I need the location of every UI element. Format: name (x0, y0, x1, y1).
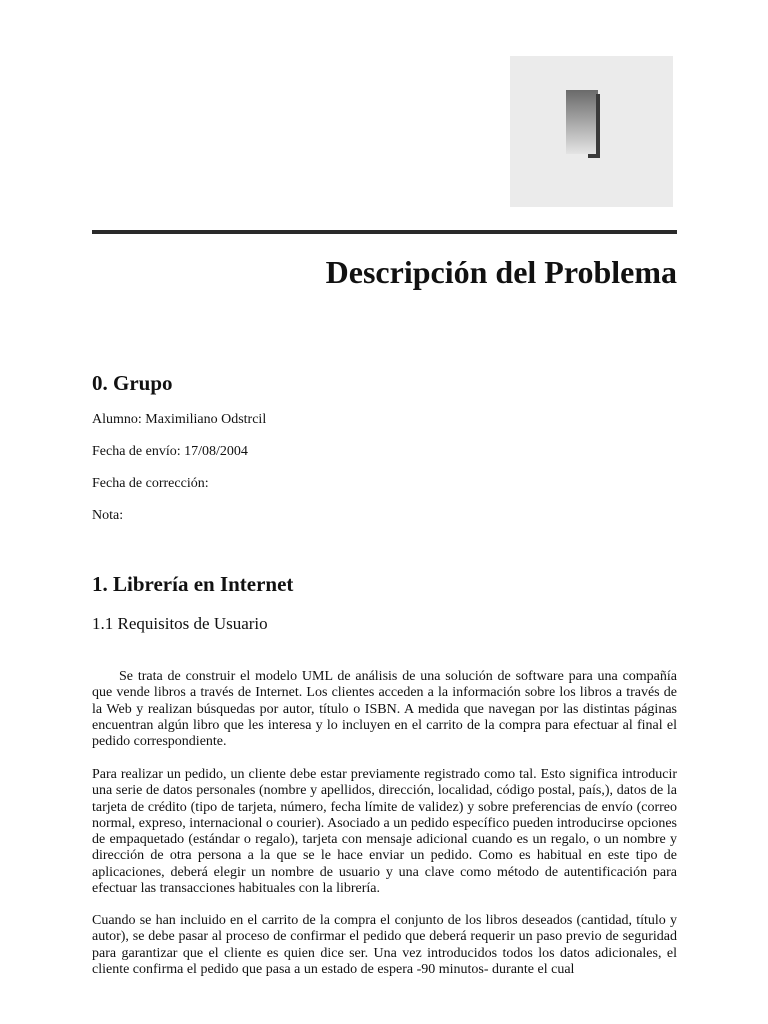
chapter-rule (92, 230, 677, 234)
paragraph: Se trata de construir el modelo UML de análisis de una solución de software para una compañía que vende libros a través de Internet. Los clientes acceden a la información sobre los libros a través de la Web y realizan búsquedas por autor, título o ISBN. A medida que navegan por las distintas páginas encuentran algún libro que les interesa y lo incluyen en el carrito de la compra para efectuar al final el pedido correspondiente. (92, 669, 677, 750)
section-heading: 1. Librería en Internet (92, 572, 294, 596)
subsection-heading: 1.1 Requisitos de Usuario (92, 614, 268, 633)
paragraph: Para realizar un pedido, un cliente debe estar previamente registrado como tal. Esto significa introducir una serie de datos personales (nombre y apellidos, dirección, localidad, código postal, país,), datos de la tarjeta de crédito (tipo de tarjeta, número, fecha límite de validez) y sobre preferencias de envío (correo normal, expreso, internacional o courier). Asociado a un pedido específico pueden introducirse opciones de empaquetado (estándar o regalo), tarjeta con mensaje adicional cuando es un regalo, o un nombre y dirección de otra persona a la que se le hace enviar un pedido. Como es habitual en este tipo de aplicaciones, deberá elegir un nombre de usuario y una clave como método de autentificación para efectuar las transacciones habituales con la librería. (92, 767, 677, 897)
fecha-envio-line: Fecha de envío: 17/08/2004 (92, 444, 248, 459)
fecha-correccion-line: Fecha de corrección: (92, 476, 209, 491)
nota-line: Nota: (92, 508, 124, 523)
paragraph: Cuando se han incluido en el carrito de la compra el conjunto de los libros deseados (cantidad, título y autor), se debe pasar al proceso de confirmar el pedido que deberá requerir un paso previo de seguridad para garantizar que el cliente es quien dice ser. Una vez introducidos todos los datos adicionales, el cliente confirma el pedido que pasa a un estado de espera -90 minutos- durante el cual (92, 913, 677, 977)
chapter-number-glyph (566, 90, 602, 160)
chapter-number-box (510, 56, 673, 207)
group-heading: 0. Grupo (92, 371, 173, 395)
alumno-line: Alumno: Maximiliano Odstrcil (92, 412, 267, 427)
chapter-title: Descripción del Problema (325, 254, 677, 290)
